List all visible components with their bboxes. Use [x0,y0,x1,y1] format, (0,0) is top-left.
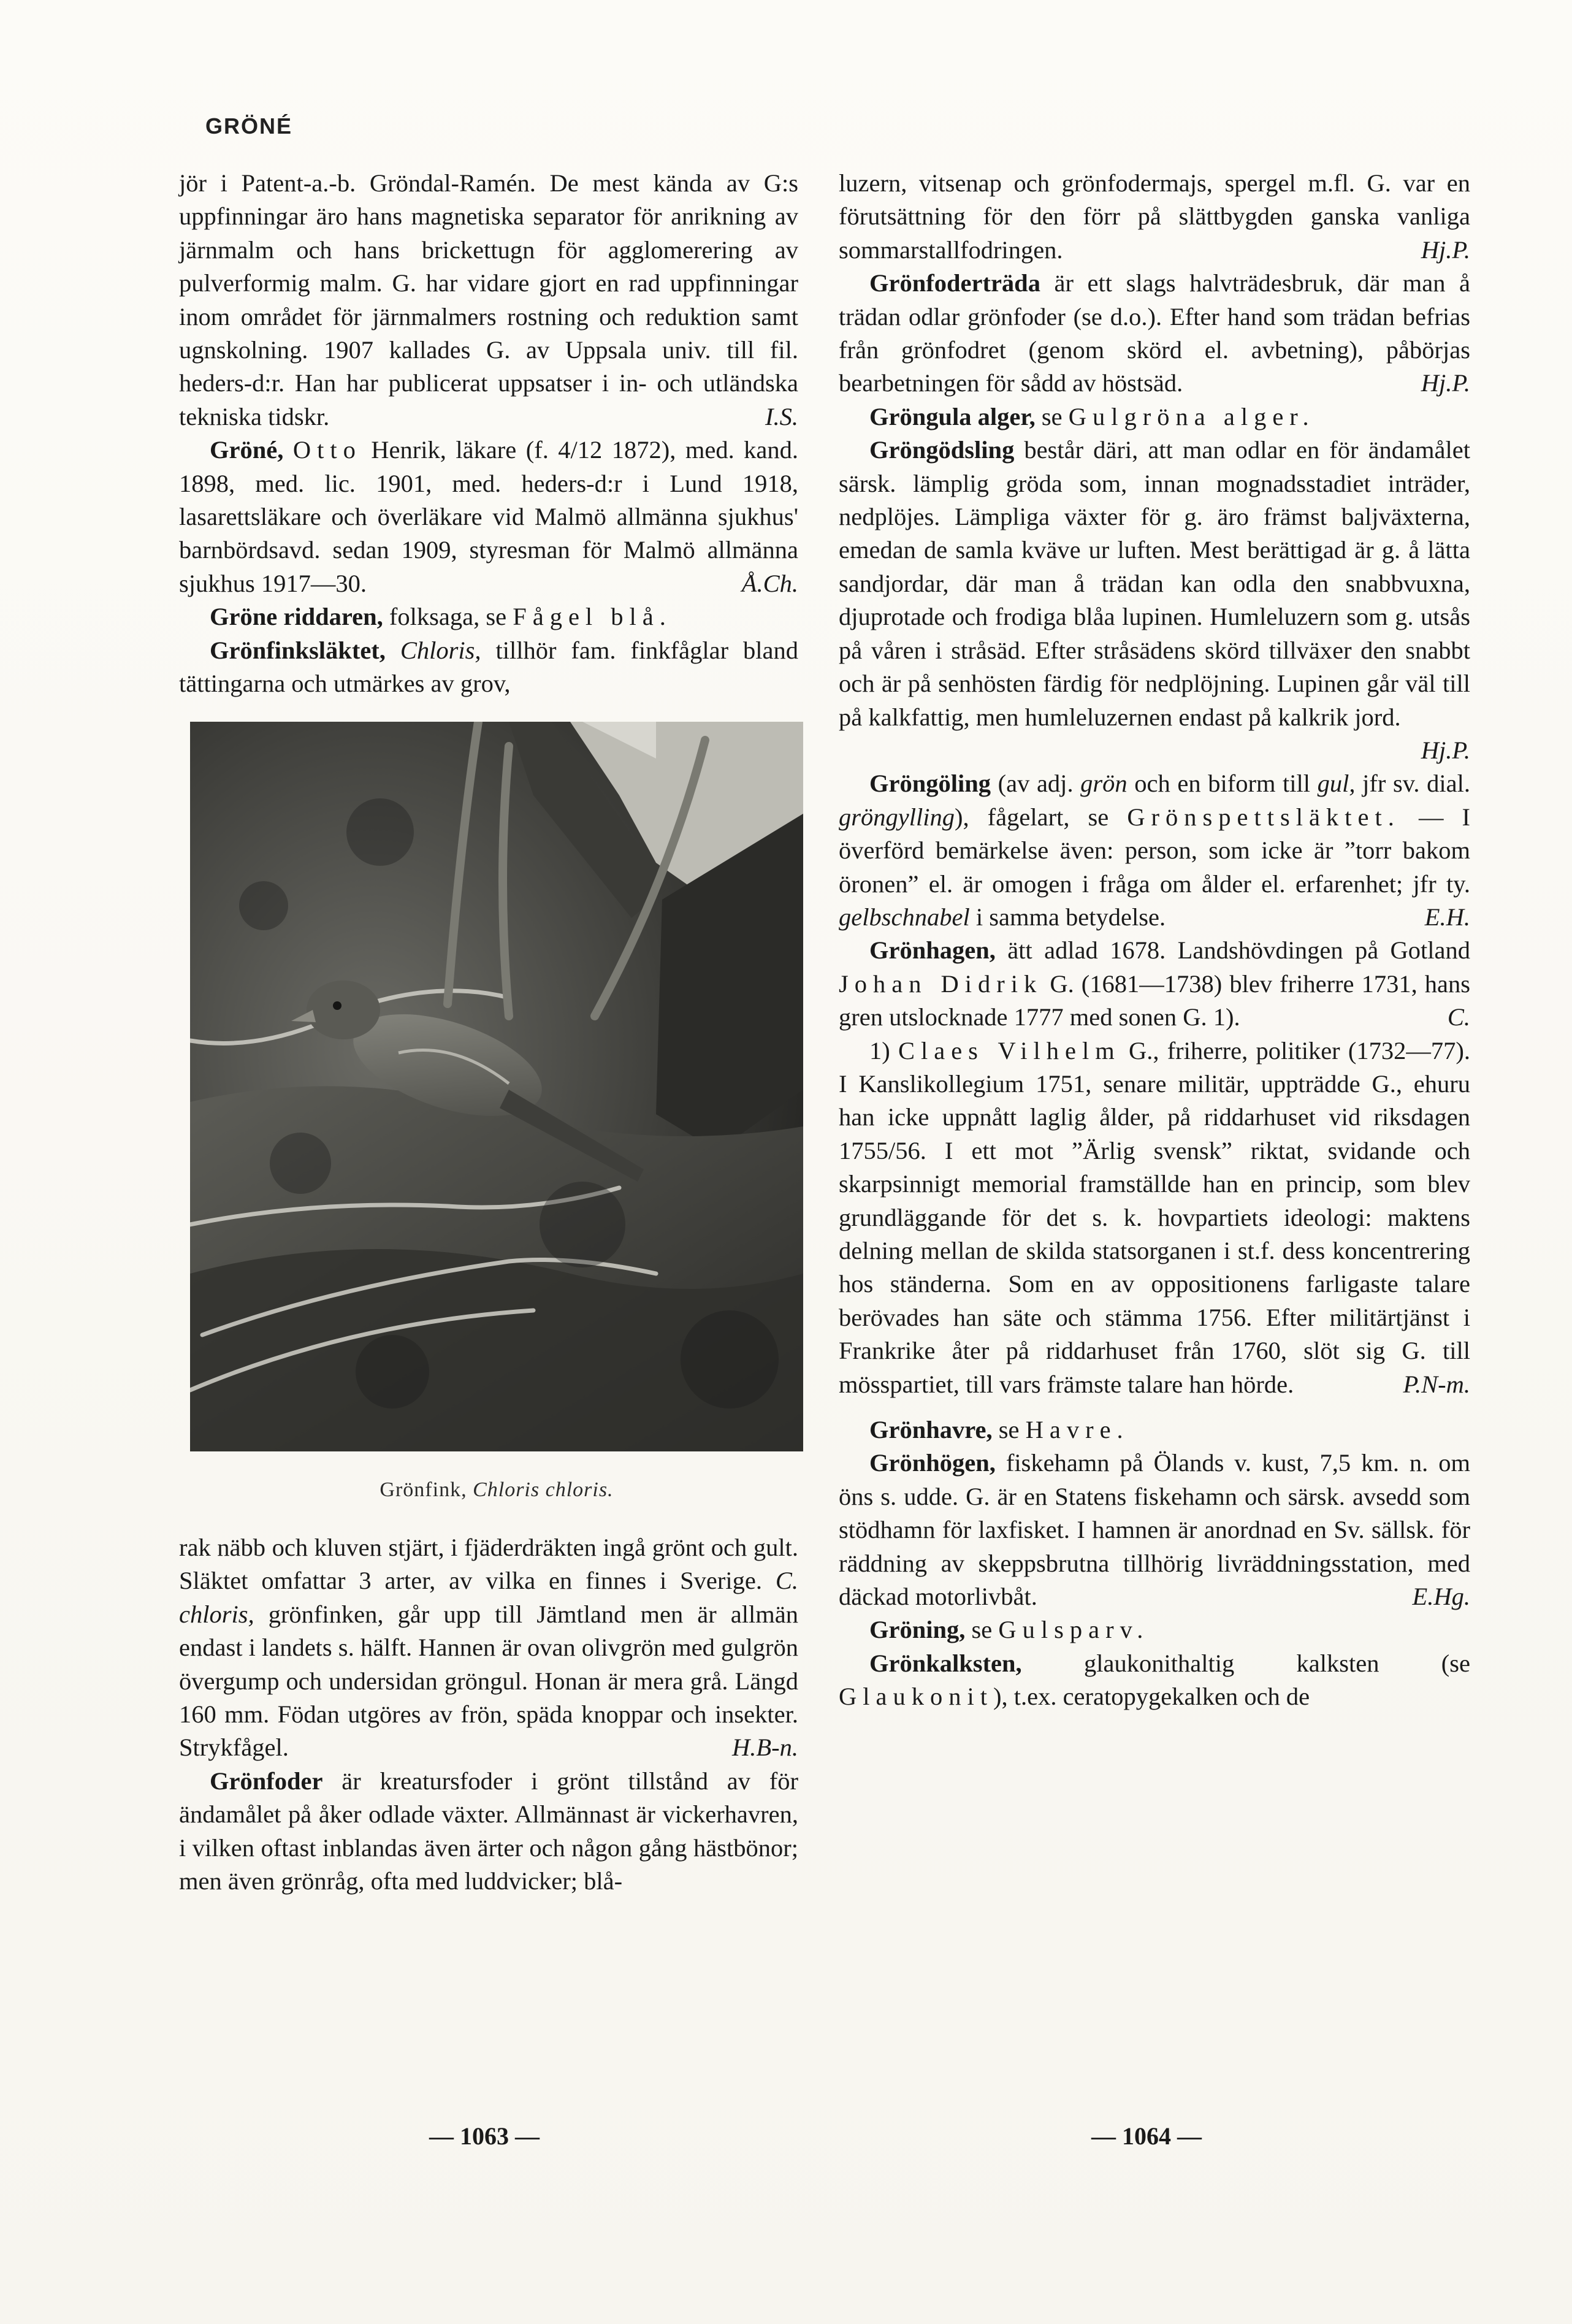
entry-text: folksaga, se [383,603,513,631]
entry-grone-riddaren [179,600,798,633]
author-signature: Hj.P. [1421,369,1470,397]
entry-grongoling [839,767,1470,934]
entry-gronfoder [179,1765,798,1898]
entry-text: tillhör fam. finkfåglar bland tättingarna och utmärkes av grov, [179,636,798,698]
italic-term: grön [1080,770,1127,798]
entry-number: 1) [869,1036,898,1065]
entry-gronfinkslaktet-continued [179,1531,798,1765]
entry-text: ), t.ex. ceratopygekalken och de [993,1683,1310,1711]
entry-grone [179,434,798,600]
entry-headword: Grönfinksläktet, [210,636,386,664]
author-signature: Å.Ch. [741,569,798,597]
page-number-left: — 1063 — [429,2122,540,2150]
spaced-name: Johan Didrik [839,969,1043,998]
entry-headword: Grönhögen, [869,1449,996,1477]
entry-text: se [965,1616,999,1644]
entry-gronhogen [839,1447,1470,1613]
entry-headword: Grönhagen, [869,936,996,965]
entry-text: grönfinken, går upp till Jämtland men är allmän endast i landets s. hälft. Hannen är ovan olivgrön med gulgrön övergump och undersidan gröngul. Honan är mera grå. Längd 160 mm. Födan utgöres av frön, späda knoppar och insekter. Strykfågel. [179,1600,799,1762]
cross-reference: Glaukonit [839,1683,993,1711]
entry-headword: Gröngödsling [869,436,1015,464]
entry-text: G., friherre, politiker (1732—77). I Kanslikollegium 1751, senare militär, uppträdde G., ehuru han icke uppnått laglig ålder, på riddarhuset vid riksdagen 1755/56. I ett mot ”Ärlig svensk” riktat, svidande och skarpsinnigt memorial framställde han en princip, som blev grundläggande för det s. k. hovpartiets ideologi: maktens delning mellan de skilda statsorganen i st.f. dess koncentrering hos ständerna. Som en av oppositionens farligaste talare berövades han säte och stämma 1756. Efter militärtjänst i Frankrike åter på riddarhuset från 1760, slöt sig G. till mösspartiet, till vars främste talare han hörde. [839,1036,1470,1398]
entry-text: fiskehamn på Ölands v. kust, 7,5 km. n. om öns s. udde. G. är en Statens fiskehamn och särsk. avsedd som stödhamn för laxfisket. I hamnen är anordnad en Sv. sällsk. för räddning av skeppsbrutna tillhörig livräddningsstation, med däckad motorlivbåt. [839,1449,1470,1611]
entry-text: är kreatursfoder i grönt tillstånd av för ändamålet på åker odlade växter. Allmännast är vickerhavren, i vilken oftast inblandas även ärter och någon gång hästbönor; men även grönråg, ofta med luddvicker; blå- [179,1767,798,1895]
entry-text: — I överförd bemärkelse även: person, som icke är ”torr bakom öronen” el. är omogen i fråga om ålder el. erfarenhet; jfr ty. [839,803,1470,898]
latin-name: C. chloris, [179,1567,798,1628]
entry-gronfodertrada [839,267,1470,400]
entry-headword: Gröngöling [869,770,991,798]
entry-text: består däri, att man odlar en för ändamålet särsk. lämplig gröda som, innan mognadsstadiet inträder, nedplöjes. Lämpliga växter för g. äro främst baljväxterna, emedan de samla kväve ur luften. Mest berättigad är g. å lätta sandjordar, där man å trädan kan odla den snabbvuxna, djuprotade och frodiga blåa lupinen. Humleluzern som g. utsås på våren i stråsäd. Efter stråsädens skörd tillväxer den snabbt och är på senhösten färdig för nedplöjning. Lupinen går väl till på kalkfattig, men humleluzernen endast på kalkrik jord. [839,436,1470,731]
left-column [179,167,798,1898]
greenfinch-figure [190,722,803,1507]
entry-headword: Grönfoder [210,1767,323,1795]
author-signature: Hj.P. [1421,736,1470,764]
entry-text: (av adj. [991,770,1081,798]
cross-reference: Gulsparv. [998,1616,1150,1644]
entry-grondal-continued [179,167,798,434]
entry-text: Henrik, läkare (f. 4/12 1872), med. kand. 1898, med. lic. 1901, med. heders-d:r i Lund 1918, lasarettsläkare och överläkare vid Malmö allmänna sjukhus' barnbördsavd. sedan 1909, styresman för Malmö allmänna sjukhus 1917—30. [179,436,799,597]
entry-gronkalksten [839,1647,1470,1714]
running-head: GRÖNÉ [205,113,293,139]
entry-text: jör i Patent-a.-b. Gröndal-Ramén. De mest kända av G:s uppfinningar äro hans magnetiska separator för anrikning av järnmalm och hans brickettugn för agglomerering av pulverformig malm. G. har vidare gjort en rad uppfinningar inom området för järnmalmers rostning och reduktion samt ugnskolning. 1907 kallades G. av Uppsala univ. till fil. heders-d:r. Han har publicerat uppsatser i in- och utländska tekniska tidskr. [179,169,798,430]
entry-text: ), fågelart, se [955,803,1127,831]
entry-text: se [1035,402,1069,430]
right-column [839,167,1470,1714]
greenfinch-photo [190,722,803,1451]
author-signature: I.S. [765,402,798,430]
page-number-right: — 1064 — [1091,2122,1202,2150]
entry-text: luzern, vitsenap och grönfodermajs, spergel m.fl. G. var en förutsättning för den förr på slättbygden ganska vanliga sommarstallfodringen. [839,169,1470,264]
entry-text: ätt adlad 1678. Landshövdingen på Gotland [995,936,1470,965]
entry-headword: Gröning, [869,1616,966,1644]
italic-term: gul, [1317,770,1356,798]
entry-headword: Gröngula alger, [869,402,1036,430]
spaced-name: Otto [292,436,362,464]
author-signature: E.Hg. [1412,1583,1470,1611]
italic-term: gelbschnabel [839,903,970,931]
entry-headword: Grönhavre, [869,1416,993,1444]
author-signature: Hj.P. [1421,235,1470,264]
author-signature: H.B-n. [732,1733,798,1762]
latin-name: Chloris, [385,636,481,664]
cross-reference: Fågel blå. [513,603,672,631]
entry-headword: Gröné, [210,436,284,464]
entry-text: G. (1681—1738) blev friherre 1731, hans gren utslocknade 1777 med sonen G. 1). [839,969,1470,1031]
author-signature: C. [1447,1003,1470,1031]
author-signature: E.H. [1424,903,1470,931]
entry-headword: Grönkalksten, [869,1649,1022,1677]
entry-gronhavre [839,1413,1470,1447]
spaced-name: Claes Vilhelm [898,1036,1121,1065]
cross-reference: Grönspettsläktet. [1127,803,1400,831]
entry-text: se [992,1416,1026,1444]
entry-text: glaukonithaltig kalksten (se [1021,1649,1470,1677]
italic-term: gröngylling [839,803,955,831]
entry-text: i samma betydelse. [969,903,1166,931]
caption-common-name: Grönfink, [380,1478,467,1501]
entry-claes-vilhelm [839,1034,1470,1401]
cross-reference: Gulgröna alger. [1068,402,1315,430]
entry-text: är ett slags halvträdesbruk, där man å trädan odlar grönfoder (se d.o.). Efter hand som trädan befrias från grönfodret (genom skörd el. avbetning), påbörjas bearbetningen för sådd av höstsäd. [839,269,1470,397]
entry-headword: Grönfoderträda [869,269,1040,297]
figure-caption [190,1474,803,1507]
entry-gronhagen [839,934,1470,1034]
caption-latin-name: Chloris chloris. [467,1478,614,1501]
entry-gronfinkslaktet [179,634,798,701]
author-signature: P.N-m. [1403,1370,1470,1398]
entry-text: jfr sv. dial. [1355,770,1470,798]
entry-text: rak näbb och kluven stjärt, i fjäderdräkten ingå grönt och gult. Släktet omfattar 3 arter, av vilka en finnes i Sverige. [179,1533,798,1595]
entry-headword: Gröne riddaren, [210,603,383,631]
entry-text: och en biform till [1127,770,1318,798]
entry-groning [839,1613,1470,1646]
entry-grongula-alger [839,400,1470,434]
greenfinch-photo-illustration [190,722,803,1451]
entry-grongodsling [839,434,1470,767]
entry-gronfoder-continued [839,167,1470,267]
cross-reference: Havre. [1025,1416,1129,1444]
